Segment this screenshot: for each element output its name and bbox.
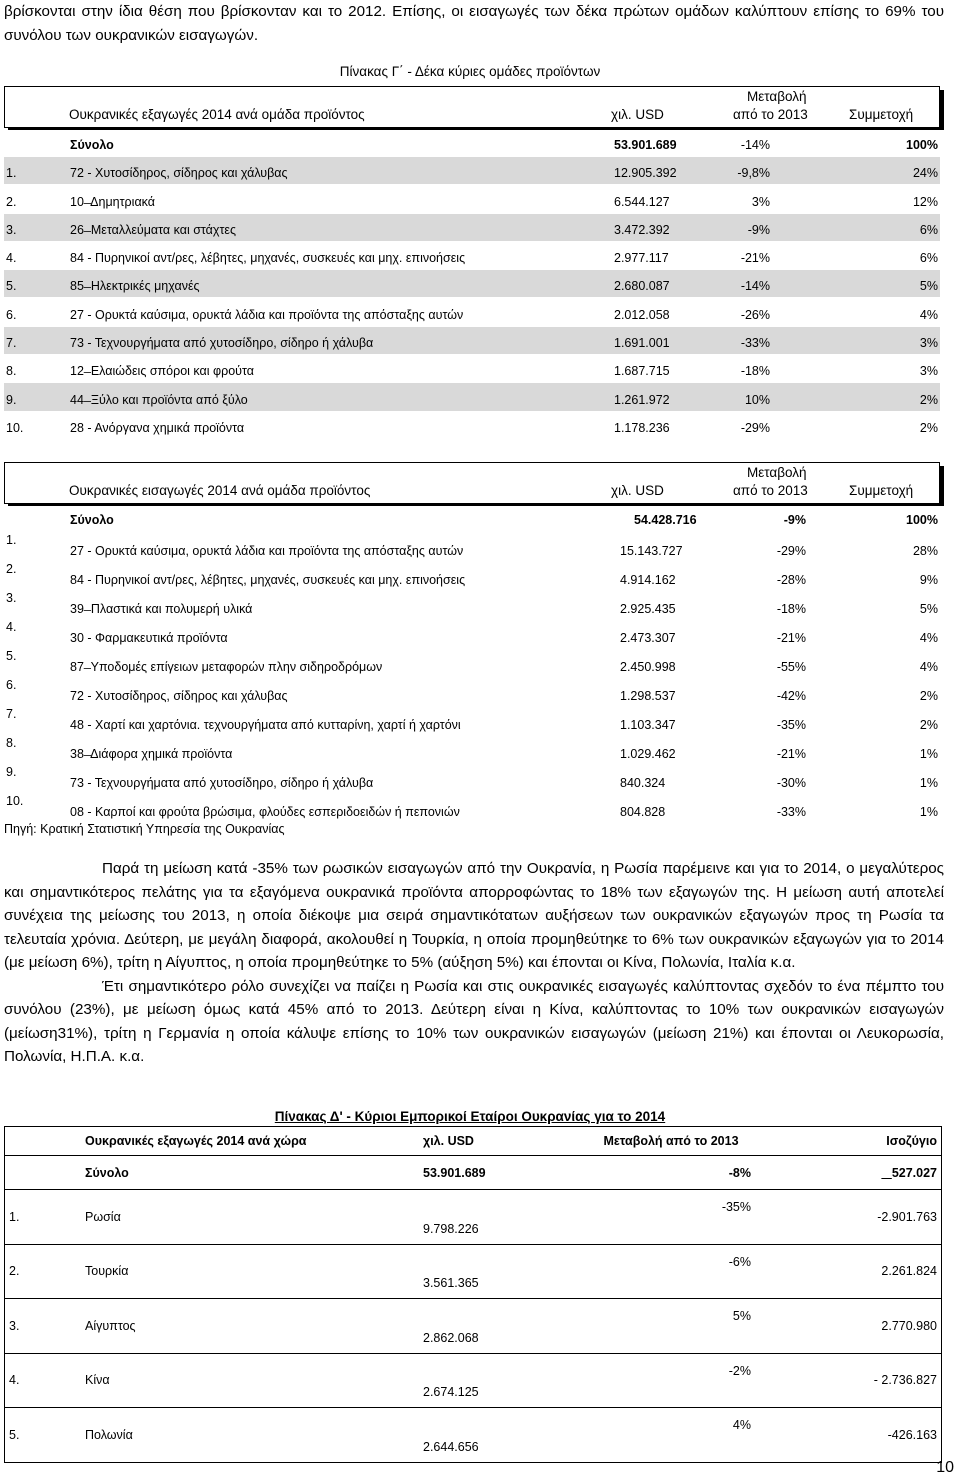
table-imports-header: [4, 462, 940, 504]
row-index: 4.: [6, 251, 17, 266]
table-d-row-index: 4.: [5, 1353, 82, 1408]
imports-row-change: -30%: [776, 776, 806, 790]
intro-paragraph: [4, 0, 944, 47]
row-change: 3%: [751, 194, 770, 209]
table-d-row-country: Αίγυπτος: [81, 1299, 419, 1354]
total-share: 100%: [906, 138, 938, 152]
table-d-row: [5, 1408, 942, 1463]
row-product-group: 12 ̶ Ελαιώδεις σπόροι και φρούτα: [70, 364, 254, 379]
imports-row-product-group: 73 - Τεχνουργήματα από χυτοσίδηρο, σίδηρο ή χάλυβα: [70, 776, 374, 790]
table-d-row-country: Τουρκία: [81, 1244, 419, 1299]
row-usd: 1.261.972: [614, 392, 670, 407]
row-share: 6%: [919, 222, 938, 237]
imports-total-change: -9%: [783, 513, 806, 527]
table-d-row-usd: 2.674.125: [419, 1353, 567, 1408]
imports-row-product-group: 48 - Χαρτί και χαρτόνια. τεχνουργήματα από κυτταρίνη, χαρτί ή χαρτόνι: [70, 718, 461, 732]
row-share: 3%: [919, 336, 938, 351]
table-d-row-country: Πολωνία: [81, 1408, 419, 1463]
table-d-row-change: -2%: [567, 1353, 775, 1408]
table-d-row-balance: 2.770.980: [775, 1299, 942, 1354]
row-usd: 1.178.236: [614, 420, 670, 435]
imports-row-index: 1.: [6, 533, 17, 547]
row-usd: 2.680.087: [614, 279, 670, 294]
row-usd: 2.012.058: [614, 307, 670, 322]
row-index: 3.: [6, 222, 17, 237]
table-d-header-balance: Ισοζύγιο: [775, 1127, 942, 1156]
table-c-row: [4, 270, 940, 297]
table-d: [4, 1126, 942, 1463]
row-product-group: 28 - Ανόργανα χημικά προϊόντα: [70, 420, 245, 435]
row-index: 10.: [6, 420, 24, 435]
row-share: 5%: [919, 279, 938, 294]
imports-row-share: 4%: [919, 631, 938, 645]
table-d-row-balance: - 2.736.827: [775, 1353, 942, 1408]
imports-row-index: 6.: [6, 678, 17, 692]
imports-row-change: -21%: [776, 747, 806, 761]
row-share: 3%: [919, 364, 938, 379]
total-change: -14%: [740, 138, 770, 152]
imports-row-usd: 804.828: [620, 805, 666, 819]
imports-row-change: -28%: [776, 573, 806, 587]
imports-row-usd: 1.103.347: [620, 718, 676, 732]
imports-header-change-1: Μεταβολή: [747, 465, 807, 480]
table-c-header-group: Ουκρανικές εξαγωγές 2014 ανά ομάδα προϊόντος: [69, 107, 365, 122]
imports-row-product-group: 08 - Καρποί και φρούτα βρώσιμα, φλούδες εσπεριδοειδών ή πεπονιών: [70, 805, 460, 819]
imports-row-usd: 840.324: [620, 776, 666, 790]
imports-row-usd: 4.914.162: [620, 573, 676, 587]
imports-row: [4, 589, 940, 618]
imports-row-index: 9.: [6, 765, 17, 779]
imports-row: [4, 705, 940, 734]
row-change: 10%: [744, 392, 770, 407]
table-c-total-row: [4, 131, 940, 156]
row-product-group: 10 ̶ Δημητριακά: [70, 194, 155, 209]
imports-total-row: [4, 509, 940, 531]
table-d-row-change: -35%: [567, 1190, 775, 1245]
imports-row: [4, 531, 940, 560]
imports-row-usd: 2.925.435: [620, 602, 676, 616]
imports-row-product-group: 72 - Χυτοσίδηρος, σίδηρος και χάλυβας: [70, 689, 288, 703]
table-d-row-usd: 2.644.656: [419, 1408, 567, 1463]
imports-row-share: 1%: [919, 747, 938, 761]
row-change: -33%: [740, 336, 770, 351]
table-d-row-change: -6%: [567, 1244, 775, 1299]
table-d-row-change: 4%: [567, 1408, 775, 1463]
imports-row-change: -21%: [776, 631, 806, 645]
imports-row-change: -55%: [776, 660, 806, 674]
row-index: 7.: [6, 336, 17, 351]
table-c-row: [4, 185, 940, 212]
table-c-row: [4, 214, 940, 241]
row-product-group: 44 ̶ Ξύλο και προϊόντα από ξύλο: [70, 392, 248, 407]
imports-row-usd: 1.029.462: [620, 747, 676, 761]
row-index: 8.: [6, 364, 17, 379]
imports-row-change: -35%: [776, 718, 806, 732]
table-d-row-country: Κίνα: [81, 1353, 419, 1408]
row-index: 6.: [6, 307, 17, 322]
table-d-row-usd: 2.862.068: [419, 1299, 567, 1354]
table-d-row-index: 3.: [5, 1299, 82, 1354]
table-c-row: [4, 157, 940, 184]
imports-row-share: 1%: [919, 776, 938, 790]
row-index: 5.: [6, 279, 17, 294]
row-index: 1.: [6, 166, 17, 181]
row-change: -14%: [740, 279, 770, 294]
table-d-header-row: [5, 1127, 942, 1156]
imports-row-product-group: 84 - Πυρηνικοί αντ/ρες, λέβητες, μηχανές, συσκευές και μηχ. επινοήσεις: [70, 573, 466, 587]
table-d-row-usd: 9.798.226: [419, 1190, 567, 1245]
table-c-row: [4, 299, 940, 326]
table-d-row: [5, 1190, 942, 1245]
imports-row-share: 2%: [919, 718, 938, 732]
imports-row: [4, 618, 940, 647]
imports-row-product-group: 38 ̶ Διάφορα χημικά προϊόντα: [70, 747, 233, 761]
imports-row-usd: 2.473.307: [620, 631, 676, 645]
imports-row-usd: 15.143.727: [620, 544, 683, 558]
table-d-row: [5, 1353, 942, 1408]
table-c-caption: Πίνακας Γ΄ - Δέκα κύριες ομάδες προϊόντων: [339, 64, 601, 79]
imports-row-index: 8.: [6, 736, 17, 750]
imports-row-product-group: 87 ̶ Υποδομές επίγειων μεταφορών πλην σιδηροδρόμων: [70, 660, 383, 674]
table-d-header-country: Ουκρανικές εξαγωγές 2014 ανά χώρα: [81, 1127, 419, 1156]
table-d-row-country: Ρωσία: [81, 1190, 419, 1245]
row-change: -29%: [740, 420, 770, 435]
row-change: -18%: [740, 364, 770, 379]
imports-header-group: Ουκρανικές εισαγωγές 2014 ανά ομάδα προϊόντος: [69, 483, 371, 498]
body-paragraph-1: Παρά τη μείωση κατά -35% των ρωσικών εισαγωγών από την Ουκρανία, η Ρωσία παρέμεινε και για το 2014, ο μεγαλύτερος και σημαντικότερος πελάτης για τα εξαγόμενα ουκρανικά προϊόντα απορροφώντας το 18% των εξαγωγών της. Η μείωση αυτή αποτελεί συνέχεια της μείωσης του 2013, η οποία διέκοψε μια σειρά σημαντικότατων αυξήσεων των ουκρανικών εξαγωγών προς τη Ρωσία τα τελευταία χρόνια. Δεύτερη, με μεγάλη διαφορά, ακολουθεί η Τουρκία, η οποία προμηθεύτηκε το 6% των ουκρανικών εξαγωγών για το 2014 (με μείωση 6%), τρίτη η Αίγυπτος, η οποία προμηθεύτηκε το 5% (αύξηση 5%) και έπονται οι Κίνα, Πολωνία, Ιταλία κ.α.: [4, 860, 944, 971]
imports-row-usd: 2.450.998: [620, 660, 676, 674]
row-product-group: 73 - Τεχνουργήματα από χυτοσίδηρο, σίδηρο ή χάλυβα: [70, 336, 374, 351]
imports-row: [4, 676, 940, 705]
imports-total-share: 100%: [906, 513, 938, 527]
table-c-row: [4, 327, 940, 354]
body-paragraph-2: Έτι σημαντικότερο ρόλο συνεχίζει να παίζει η Ρωσία και στις ουκρανικές εισαγωγές καλύπτοντας σχεδόν το ένα πέμπτο του συνόλου (23%), με μείωση όμως κατά 45% από το 2013. Δεύτερη είναι η Κίνα, καλύπτοντας το 10% των ουκρανικών εισαγωγών (μείωση31%), τρίτη η Γερμανία η οποία κάλυψε επίσης το 10% των ουκρανικών εισαγωγών (μείωση 21%) και έπονται οι Λευκορωσία, Πολωνία, Η.Π.Α. κ.α.: [4, 977, 944, 1065]
row-share: 4%: [919, 307, 938, 322]
imports-row-index: 7.: [6, 707, 17, 721]
body-paragraphs: [4, 857, 944, 1069]
intro-text: βρίσκονται στην ίδια θέση που βρίσκονταν και το 2012. Επίσης, οι εισαγωγές των δέκα πρώτων ομάδων καλύπτουν επίσης το 69% του συνόλου των ουκρανικών εισαγωγών.: [4, 3, 944, 44]
row-usd: 1.687.715: [614, 364, 670, 379]
row-usd: 1.691.001: [614, 336, 670, 351]
table-d-row-balance: -2.901.763: [775, 1190, 942, 1245]
table-d-total-label: Σύνολο: [81, 1156, 419, 1190]
row-index: 2.: [6, 194, 17, 209]
table-d-total-balance-value: 527.027: [891, 1165, 937, 1180]
imports-row-change: -18%: [776, 602, 806, 616]
page-number: 10: [936, 1459, 954, 1476]
table-d-row-usd: 3.561.365: [419, 1244, 567, 1299]
row-share: 2%: [919, 392, 938, 407]
table-d-row-index: 1.: [5, 1190, 82, 1245]
row-change: -26%: [740, 307, 770, 322]
imports-row: [4, 560, 940, 589]
imports-row-share: 9%: [919, 573, 938, 587]
table-d-row-index: 2.: [5, 1244, 82, 1299]
table-c-header-usd: χιλ. USD: [611, 107, 664, 122]
table-d-total-change: -8%: [567, 1156, 775, 1190]
total-label: Σύνολο: [70, 138, 114, 152]
table-d-total-row: [5, 1156, 942, 1190]
imports-row-share: 4%: [919, 660, 938, 674]
imports-header-usd: χιλ. USD: [611, 483, 664, 498]
imports-row-index: 10.: [6, 794, 24, 808]
imports-row: [4, 792, 940, 821]
row-product-group: 85 ̶ Ηλεκτρικές μηχανές: [70, 279, 200, 294]
imports-row-index: 5.: [6, 649, 17, 663]
imports-header-change-2: από το 2013: [733, 483, 808, 498]
row-share: 24%: [912, 166, 938, 181]
table-d-row-balance: -426.163: [775, 1408, 942, 1463]
imports-row-usd: 1.298.537: [620, 689, 676, 703]
row-product-group: 26 ̶ Μεταλλεύματα και στάχτες: [70, 222, 236, 237]
imports-header-share: Συμμετοχή: [849, 483, 914, 498]
table-d-row-change: 5%: [567, 1299, 775, 1354]
table-c-header-change-2: από το 2013: [733, 107, 808, 122]
table-d-caption: Πίνακας Δ' - Κύριοι Εμπορικοί Εταίροι Ουκρανίας για το 2014: [274, 1109, 666, 1124]
imports-row-change: -33%: [776, 805, 806, 819]
imports-row-product-group: 30 - Φαρμακευτικά προϊόντα: [70, 631, 228, 645]
total-usd: 53.901.689: [614, 138, 677, 152]
table-c-header-share: Συμμετοχή: [849, 107, 914, 122]
row-index: 9.: [6, 392, 17, 407]
imports-row-index: 3.: [6, 591, 17, 605]
imports-total-label: Σύνολο: [70, 513, 114, 527]
imports-row-share: 5%: [919, 602, 938, 616]
table-d-total-balance: [775, 1156, 942, 1190]
imports-row-index: 2.: [6, 562, 17, 576]
imports-row-index: 4.: [6, 620, 17, 634]
row-usd: 2.977.117: [614, 251, 669, 266]
row-share: 6%: [919, 251, 938, 266]
row-change: -9%: [747, 222, 770, 237]
row-share: 2%: [919, 420, 938, 435]
imports-row-share: 28%: [912, 544, 938, 558]
table-d-header-usd: χιλ. USD: [419, 1127, 567, 1156]
row-share: 12%: [912, 194, 938, 209]
table-d-header-change: Μεταβολή από το 2013: [567, 1127, 775, 1156]
row-change: -21%: [740, 251, 770, 266]
row-usd: 12.905.392: [614, 166, 677, 181]
table-d-total-usd: 53.901.689: [419, 1156, 567, 1190]
row-product-group: 72 - Χυτοσίδηρος, σίδηρος και χάλυβας: [70, 166, 288, 181]
table-c-row: [4, 412, 940, 439]
row-product-group: 84 - Πυρηνικοί αντ/ρες, λέβητες, μηχανές, συσκευές και μηχ. επινοήσεις: [70, 251, 466, 266]
row-change: -9,8%: [737, 166, 770, 181]
table-d-row: [5, 1244, 942, 1299]
table-c-row: [4, 383, 940, 410]
table-d-row-index: 5.: [5, 1408, 82, 1463]
imports-row-product-group: 39 ̶ Πλαστικά και πολυμερή υλικά: [70, 602, 253, 616]
table-d-row: [5, 1299, 942, 1354]
table-c-header-change-1: Μεταβολή: [747, 89, 807, 104]
row-usd: 3.472.392: [614, 222, 670, 237]
table-c-row: [4, 355, 940, 382]
imports-row-change: -29%: [776, 544, 806, 558]
source-note: Πηγή: Κρατική Στατιστική Υπηρεσία της Ουκρανίας: [4, 822, 285, 836]
imports-row-share: 1%: [919, 805, 938, 819]
table-c-row: [4, 242, 940, 269]
imports-row-change: -42%: [776, 689, 806, 703]
row-product-group: 27 - Ορυκτά καύσιμα, ορυκτά λάδια και προϊόντα της απόσταξης αυτών: [70, 307, 464, 322]
table-c-header: [4, 86, 940, 128]
imports-row: [4, 647, 940, 676]
imports-row-share: 2%: [919, 689, 938, 703]
imports-row: [4, 734, 940, 763]
imports-total-usd: 54.428.716: [634, 513, 697, 527]
table-d-row-balance: 2.261.824: [775, 1244, 942, 1299]
imports-row: [4, 763, 940, 792]
imports-row-product-group: 27 - Ορυκτά καύσιμα, ορυκτά λάδια και προϊόντα της απόσταξης αυτών: [70, 544, 464, 558]
row-usd: 6.544.127: [614, 194, 670, 209]
